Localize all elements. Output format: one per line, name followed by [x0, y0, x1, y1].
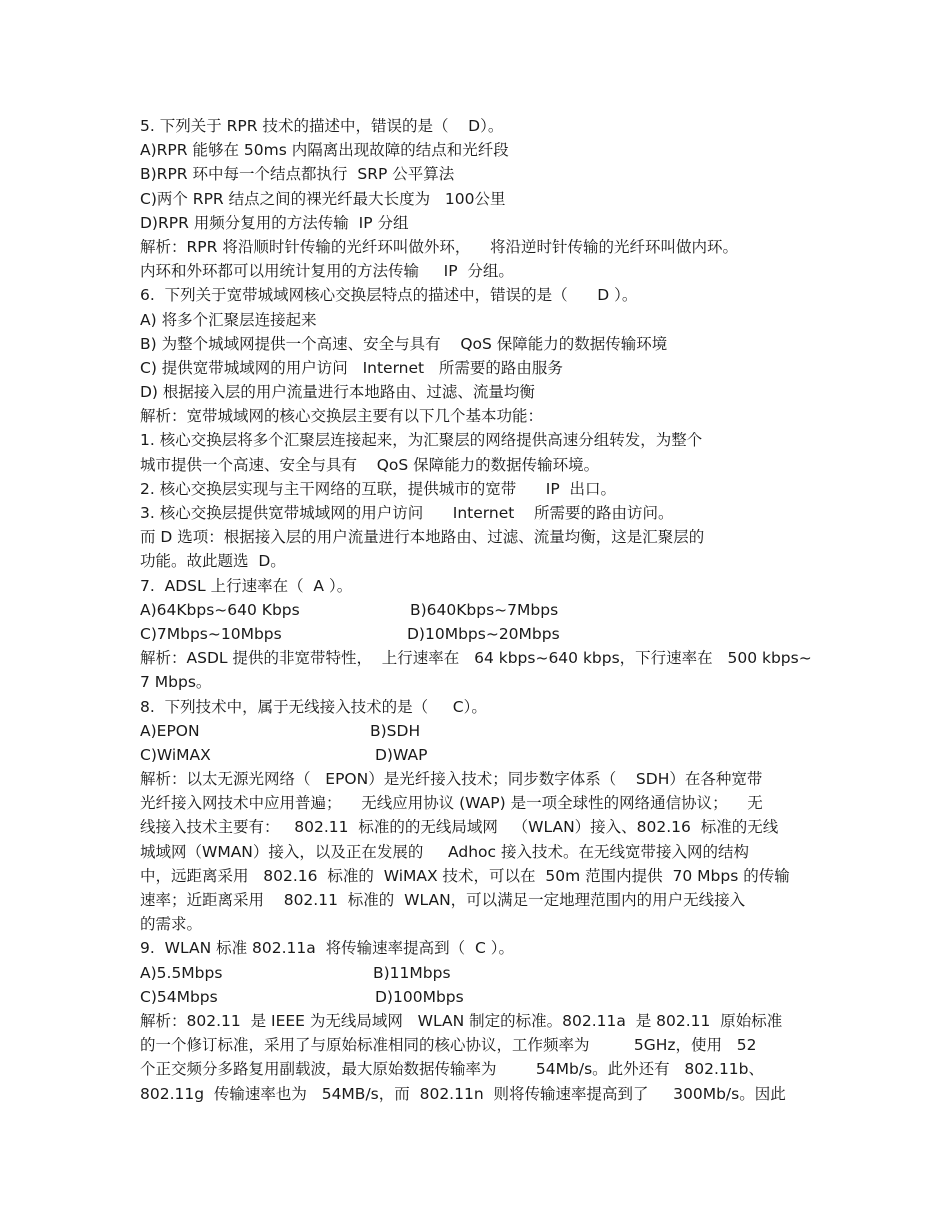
q8-analysis-line-6: 速率；近距离采用 802.11 标准的 WLAN，可以满足一定地理范围内的用户无线接入	[140, 891, 746, 909]
q9-analysis-line-1: 解析：802.11 是 IEEE 为无线局域网 WLAN 制定的标准。802.11a 是 802.11 原始标准	[140, 1011, 783, 1030]
q8-option-a: A)EPON	[140, 721, 200, 740]
q9-option-d: D)100Mbps	[375, 987, 464, 1006]
q5-title: 5. 下列关于 RPR 技术的描述中，错误的是（ D）。	[140, 117, 504, 135]
q8-analysis-line-4: 城域网（WMAN）接入，以及正在发展的 Adhoc 接入技术。在无线宽带接入网的结构	[140, 842, 749, 861]
q7-options-row-2	[140, 622, 820, 646]
q9-analysis-line-4: 802.11g 传输速率也为 54MB/s，而 802.11n 则将传输速率提高到了 300Mb/s。因此	[140, 1084, 786, 1103]
q6-analysis-line-3: 城市提供一个高速、安全与具有 QoS 保障能力的数据传输环境。	[140, 455, 600, 474]
q7-option-a: A)64Kbps~640 Kbps	[140, 600, 300, 619]
q6-option-b: B) 为整个城域网提供一个高速、安全与具有 QoS 保障能力的数据传输环境	[140, 334, 668, 353]
q7-analysis-line-2: 7 Mbps。	[140, 673, 212, 692]
q6-title: 6. 下列关于宽带城域网核心交换层特点的描述中，错误的是（ D ）。	[140, 286, 638, 305]
q9-analysis-line-3: 个正交频分多路复用副载波，最大原始数据传输率为 54Mb/s。此外还有 802.11b、	[140, 1060, 765, 1079]
q7-option-c: C)7Mbps~10Mbps	[140, 624, 282, 643]
q5-option-d: D)RPR 用频分复用的方法传输 IP 分组	[140, 213, 409, 232]
q5-analysis-line-1: 解析：RPR 将沿顺时针传输的光纤环叫做外环， 将沿逆时针传输的光纤环叫做内环。	[140, 237, 739, 256]
q7-analysis-line-1: 解析：ASDL 提供的非宽带特性， 上行速率在 64 kbps~640 kbps，下行速率在 500 kbps~	[140, 649, 812, 668]
q9-analysis-line-2: 的一个修订标准，采用了与原始标准相同的核心协议，工作频率为 5GHz，使用 52	[140, 1036, 757, 1055]
q6-analysis-line-7: 功能。故此题选 D。	[140, 552, 286, 571]
q7-options-row-1	[140, 598, 820, 622]
q9-options-row-2	[140, 985, 820, 1009]
q6-analysis-line-5: 3. 核心交换层提供宽带城域网的用户访问 Internet 所需要的路由访问。	[140, 504, 674, 522]
q8-analysis-line-5: 中，远距离采用 802.16 标准的 WiMAX 技术，可以在 50m 范围内提供 70 Mbps 的传输	[140, 866, 790, 885]
q8-options-row-2	[140, 743, 820, 767]
q7-option-b: B)640Kbps~7Mbps	[410, 600, 559, 619]
q9-options-row-1	[140, 961, 820, 985]
q8-analysis-line-2: 光纤接入网技术中应用普遍； 无线应用协议 (WAP) 是一项全球性的网络通信协议； 无	[140, 794, 763, 813]
q8-title: 8. 下列技术中，属于无线接入技术的是（ C）。	[140, 697, 487, 716]
q6-option-c: C) 提供宽带城域网的用户访问 Internet 所需要的路由服务	[140, 358, 563, 377]
q7-title: 7. ADSL 上行速率在（ A ）。	[140, 576, 353, 595]
q8-option-c: C)WiMAX	[140, 745, 211, 764]
q8-option-b: B)SDH	[370, 721, 421, 740]
q9-option-b: B)11Mbps	[373, 963, 451, 982]
q8-analysis-line-3: 线接入技术主要有： 802.11 标准的的无线局域网 （WLAN）接入、802.16 标准的无线	[140, 818, 779, 837]
q8-option-d: D)WAP	[375, 745, 428, 764]
q8-analysis-line-7: 的需求。	[140, 915, 203, 934]
q6-analysis-line-2: 1. 核心交换层将多个汇聚层连接起来，为汇聚层的网络提供高速分组转发，为整个	[140, 431, 703, 450]
q5-option-b: B)RPR 环中每一个结点都执行 SRP 公平算法	[140, 165, 455, 184]
q5-analysis-line-2: 内环和外环都可以用统计复用的方法传输 IP 分组。	[140, 262, 514, 281]
document-body	[140, 114, 820, 1106]
q9-title: 9. WLAN 标准 802.11a 将传输速率提高到（ C ）。	[140, 939, 514, 958]
q6-analysis-line-4: 2. 核心交换层实现与主干网络的互联，提供城市的宽带 IP 出口。	[140, 479, 617, 498]
q7-option-d: D)10Mbps~20Mbps	[407, 624, 560, 643]
q6-analysis-line-6: 而 D 选项：根据接入层的用户流量进行本地路由、过滤、流量均衡，这是汇聚层的	[140, 528, 705, 547]
q5-option-a: A)RPR 能够在 50ms 内隔离出现故障的结点和光纤段	[140, 141, 509, 160]
q8-options-row-1	[140, 719, 820, 743]
q6-analysis-line-1: 解析：宽带城域网的核心交换层主要有以下几个基本功能：	[140, 407, 544, 426]
q8-analysis-line-1: 解析：以太无源光网络（ EPON）是光纤接入技术；同步数字体系（ SDH）在各种宽带	[140, 770, 763, 789]
q9-option-a: A)5.5Mbps	[140, 963, 223, 982]
q6-option-a: A) 将多个汇聚层连接起来	[140, 310, 317, 329]
q5-option-c: C)两个 RPR 结点之间的裸光纤最大长度为 100公里	[140, 189, 506, 208]
q9-option-c: C)54Mbps	[140, 987, 218, 1006]
q6-option-d: D) 根据接入层的用户流量进行本地路由、过滤、流量均衡	[140, 383, 535, 402]
